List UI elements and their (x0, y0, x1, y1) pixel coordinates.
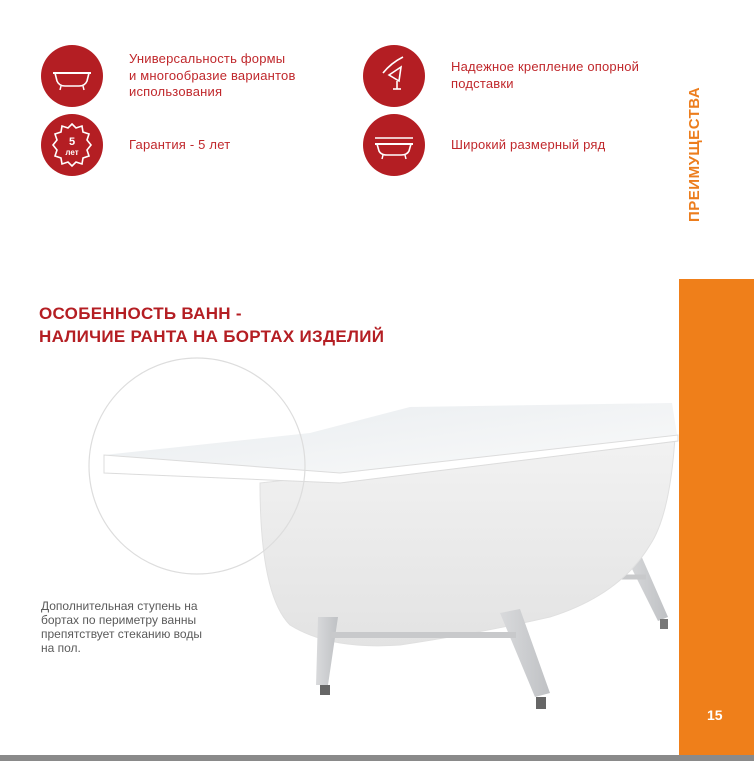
headline-line: НАЛИЧИЕ РАНТА НА БОРТАХ ИЗДЕЛИЙ (39, 327, 385, 346)
feature-line: Универсальность формы (129, 51, 286, 66)
warranty-number: 5 (68, 136, 76, 148)
feature-text-shape (129, 51, 296, 101)
warranty-unit: лет (65, 148, 79, 157)
headline-line: ОСОБЕННОСТЬ ВАНН - (39, 304, 242, 323)
feature-text-support (451, 59, 639, 92)
bottom-rule (0, 755, 754, 761)
bathtub-illustration (80, 355, 680, 725)
feature-text-warranty (129, 137, 230, 154)
page-number: 15 (707, 707, 723, 723)
section-title-vertical: ПРЕИМУЩЕСТВА (686, 86, 703, 222)
headline (39, 302, 384, 348)
caption-text (41, 599, 241, 655)
bathtub-size-icon (363, 114, 425, 176)
caption-line: на пол. (41, 641, 81, 655)
feature-line: использования (129, 84, 223, 99)
bathtub-shape-icon (41, 45, 103, 107)
support-leg-icon (363, 45, 425, 107)
feature-text-sizes (451, 137, 605, 154)
feature-line: Гарантия - 5 лет (129, 137, 231, 152)
feature-line: и многообразие вариантов (129, 67, 296, 83)
feature-line: Широкий размерный ряд (451, 137, 606, 152)
orange-side-bar (679, 279, 754, 755)
caption-line: Дополнительная ступень на (41, 599, 198, 613)
caption-line: препятствует стеканию воды (41, 627, 202, 641)
feature-line: подставки (451, 75, 514, 91)
warranty-badge-icon (41, 114, 103, 176)
feature-line: Надежное крепление опорной (451, 59, 640, 74)
caption-line: бортах по периметру ванны (41, 613, 197, 627)
